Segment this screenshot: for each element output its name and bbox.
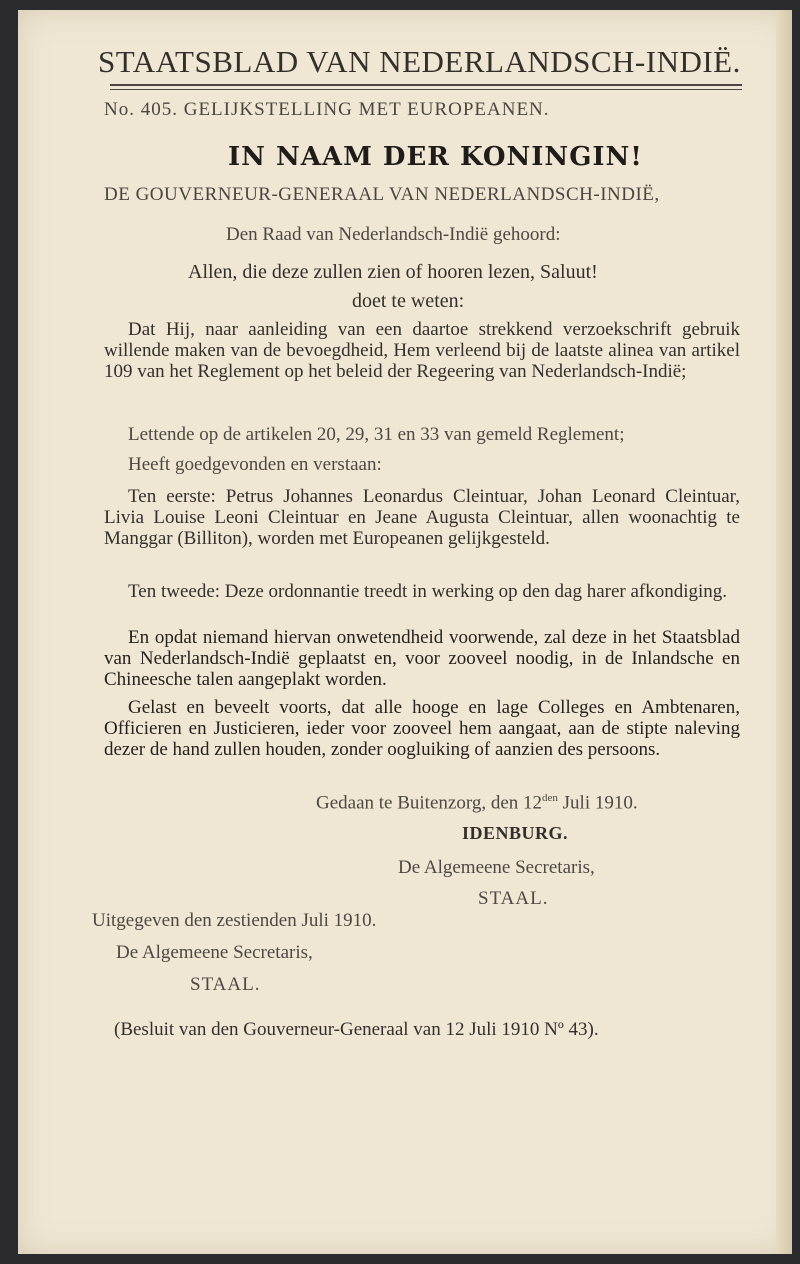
doet-line: doet te weten: [352, 290, 465, 312]
gedaan-superscript: den [542, 792, 558, 804]
paragraph-1: Dat Hij, naar aanleiding van een daartoe strekkend verzoekschrift gebruik willende maken van de bevoegdheid, Hem verleend bij de laatste alinea van artikel 109 van het Reglement op het beleid der Regeering van Nederlandsch-Indië; [104, 319, 740, 382]
paragraph-4: Ten eerste: Petrus Johannes Leonardus Cleintuar, Johan Leonard Cleintuar, Livia Louise Leoni Cleintuar en Jeane Augusta Cleintuar, allen woonachtig te Manggar (Billiton), worden met Europeanen gelijkgesteld. [104, 486, 740, 549]
secretary-name-1: STAAL. [478, 888, 549, 909]
paragraph-5: Ten tweede: Deze ordonnantie treedt in werking op den dag harer afkondiging. [128, 581, 728, 602]
secretary-title-2: De Algemeene Secretaris, [116, 942, 313, 963]
paragraph-7: Gelast en beveelt voorts, dat alle hooge en lage Colleges en Ambtenaren, Officieren en Justicieren, ieder voor zooveel hem aangaat, aan de stipte naleving dezer de hand zullen houden, zonder oogluiking of aanzien des persoons. [104, 697, 740, 760]
page-edge [776, 10, 792, 1254]
paragraph-3: Heeft goedgevonden en verstaan: [128, 454, 382, 475]
gedaan-line [316, 792, 638, 814]
secretary-title-1: De Algemeene Secretaris, [398, 857, 595, 878]
gedaan-text: Gedaan te Buitenzorg, den 12 [316, 792, 542, 814]
gedaan-date: Juli 1910. [557, 792, 638, 814]
raad-line: Den Raad van Nederlandsch-Indië gehoord: [226, 224, 561, 245]
issuer-line: DE GOUVERNEUR-GENERAAL VAN NEDERLANDSCH-INDIË, [104, 184, 660, 205]
paragraph-6: En opdat niemand hiervan onwetendheid voorwende, zal deze in het Staatsblad van Nederlandsch-Indië geplaatst en, voor zooveel noodig, in de Inlandsche en Chineesche talen aangeplakt worden. [104, 627, 740, 690]
salutation-line: Allen, die deze zullen zien of hooren lezen, Saluut! [188, 261, 598, 283]
uitgegeven-line: Uitgegeven den zestienden Juli 1910. [92, 910, 377, 931]
ordinance-number: No. 405. GELIJKSTELLING MET EUROPEANEN. [104, 99, 550, 120]
secretary-name-2: STAAL. [190, 974, 261, 995]
masthead-rule [110, 84, 742, 86]
masthead-title: STAATSBLAD VAN NEDERLANDSCH-INDIË. [98, 44, 741, 79]
proclamation-heading: IN NAAM DER KONINGIN! [228, 142, 643, 172]
paragraph-2: Lettende op de artikelen 20, 29, 31 en 33 van gemeld Reglement; [128, 424, 625, 445]
masthead-rule-thin [110, 89, 742, 90]
besluit-line: (Besluit van den Gouverneur-Generaal van 12 Juli 1910 Nº 43). [114, 1019, 599, 1040]
signature-idenburg: IDENBURG. [462, 823, 569, 843]
